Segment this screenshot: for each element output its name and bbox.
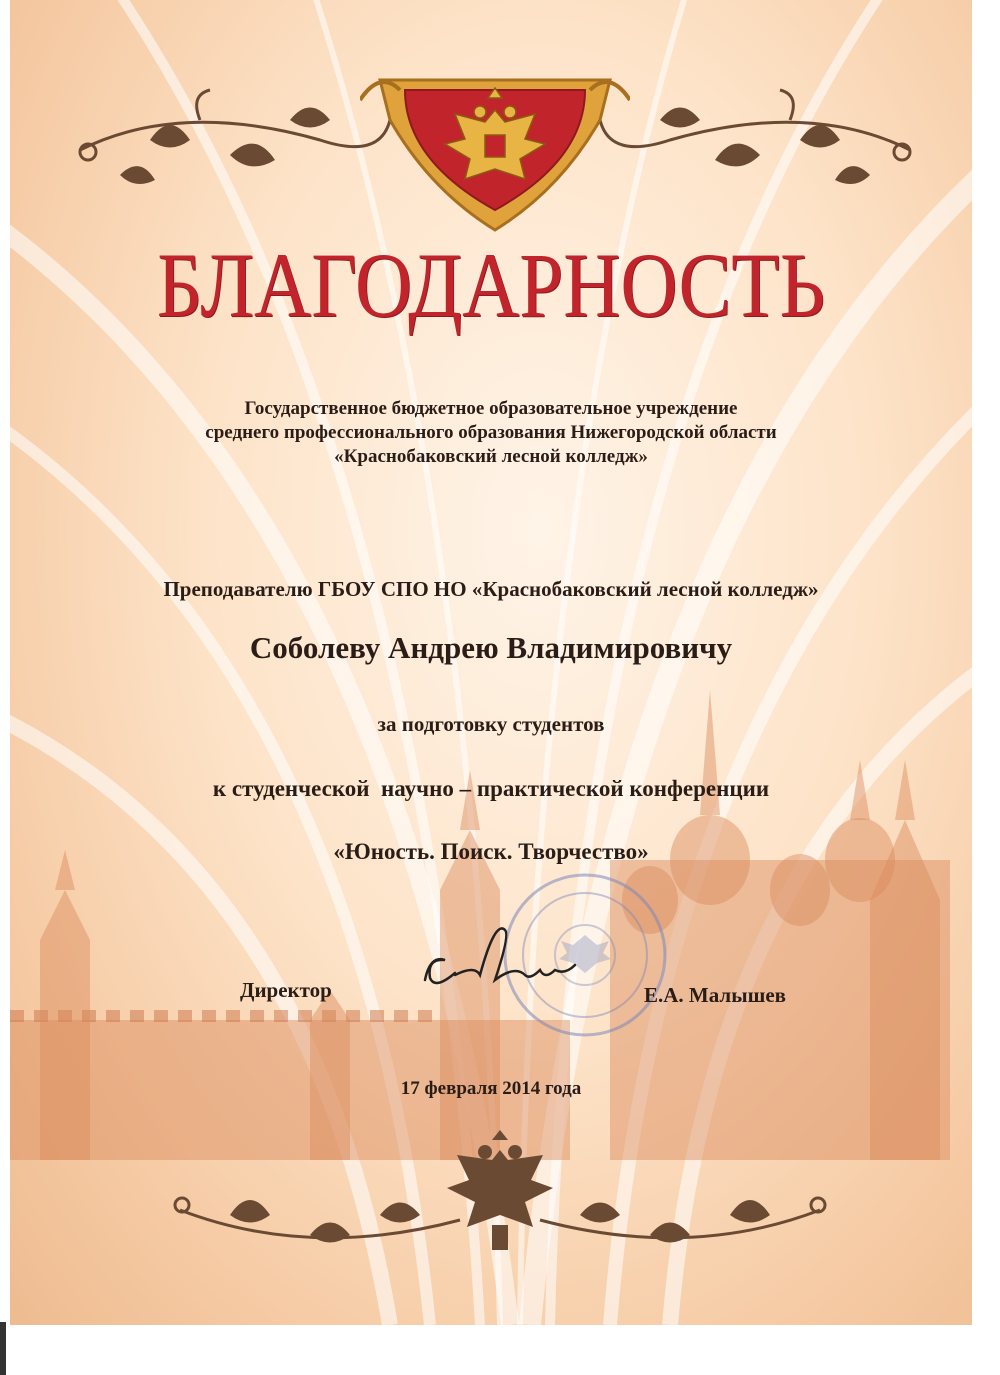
recipient-name: Соболеву Андрею Владимировичу (249, 630, 733, 665)
issuer-line-2: среднего профессионального образования Нижегородской области (205, 422, 777, 443)
certificate-title: БЛАГОДАРНОСТЬ (156, 234, 826, 336)
certificate-sheet (10, 0, 972, 1325)
reason-line-1: за подготовку студентов (377, 712, 605, 736)
reason-line-3: «Юность. Поиск. Творчество» (333, 839, 649, 864)
issuer-line-3: «Краснобаковский лесной колледж» (334, 446, 648, 467)
recipient-role: Преподавателю ГБОУ СПО НО «Краснобаковский лесной колледж» (163, 577, 819, 601)
signer-name: Е.А. Малышев (644, 983, 786, 1007)
scan-edge-mark (0, 1322, 6, 1375)
issuer-line-1: Государственное бюджетное образовательное учреждение (244, 398, 738, 419)
signer-title: Директор (240, 978, 332, 1002)
issue-date: 17 февраля 2014 года (400, 1078, 582, 1099)
reason-line-2: к студенческой научно – практической конференции (212, 776, 770, 801)
